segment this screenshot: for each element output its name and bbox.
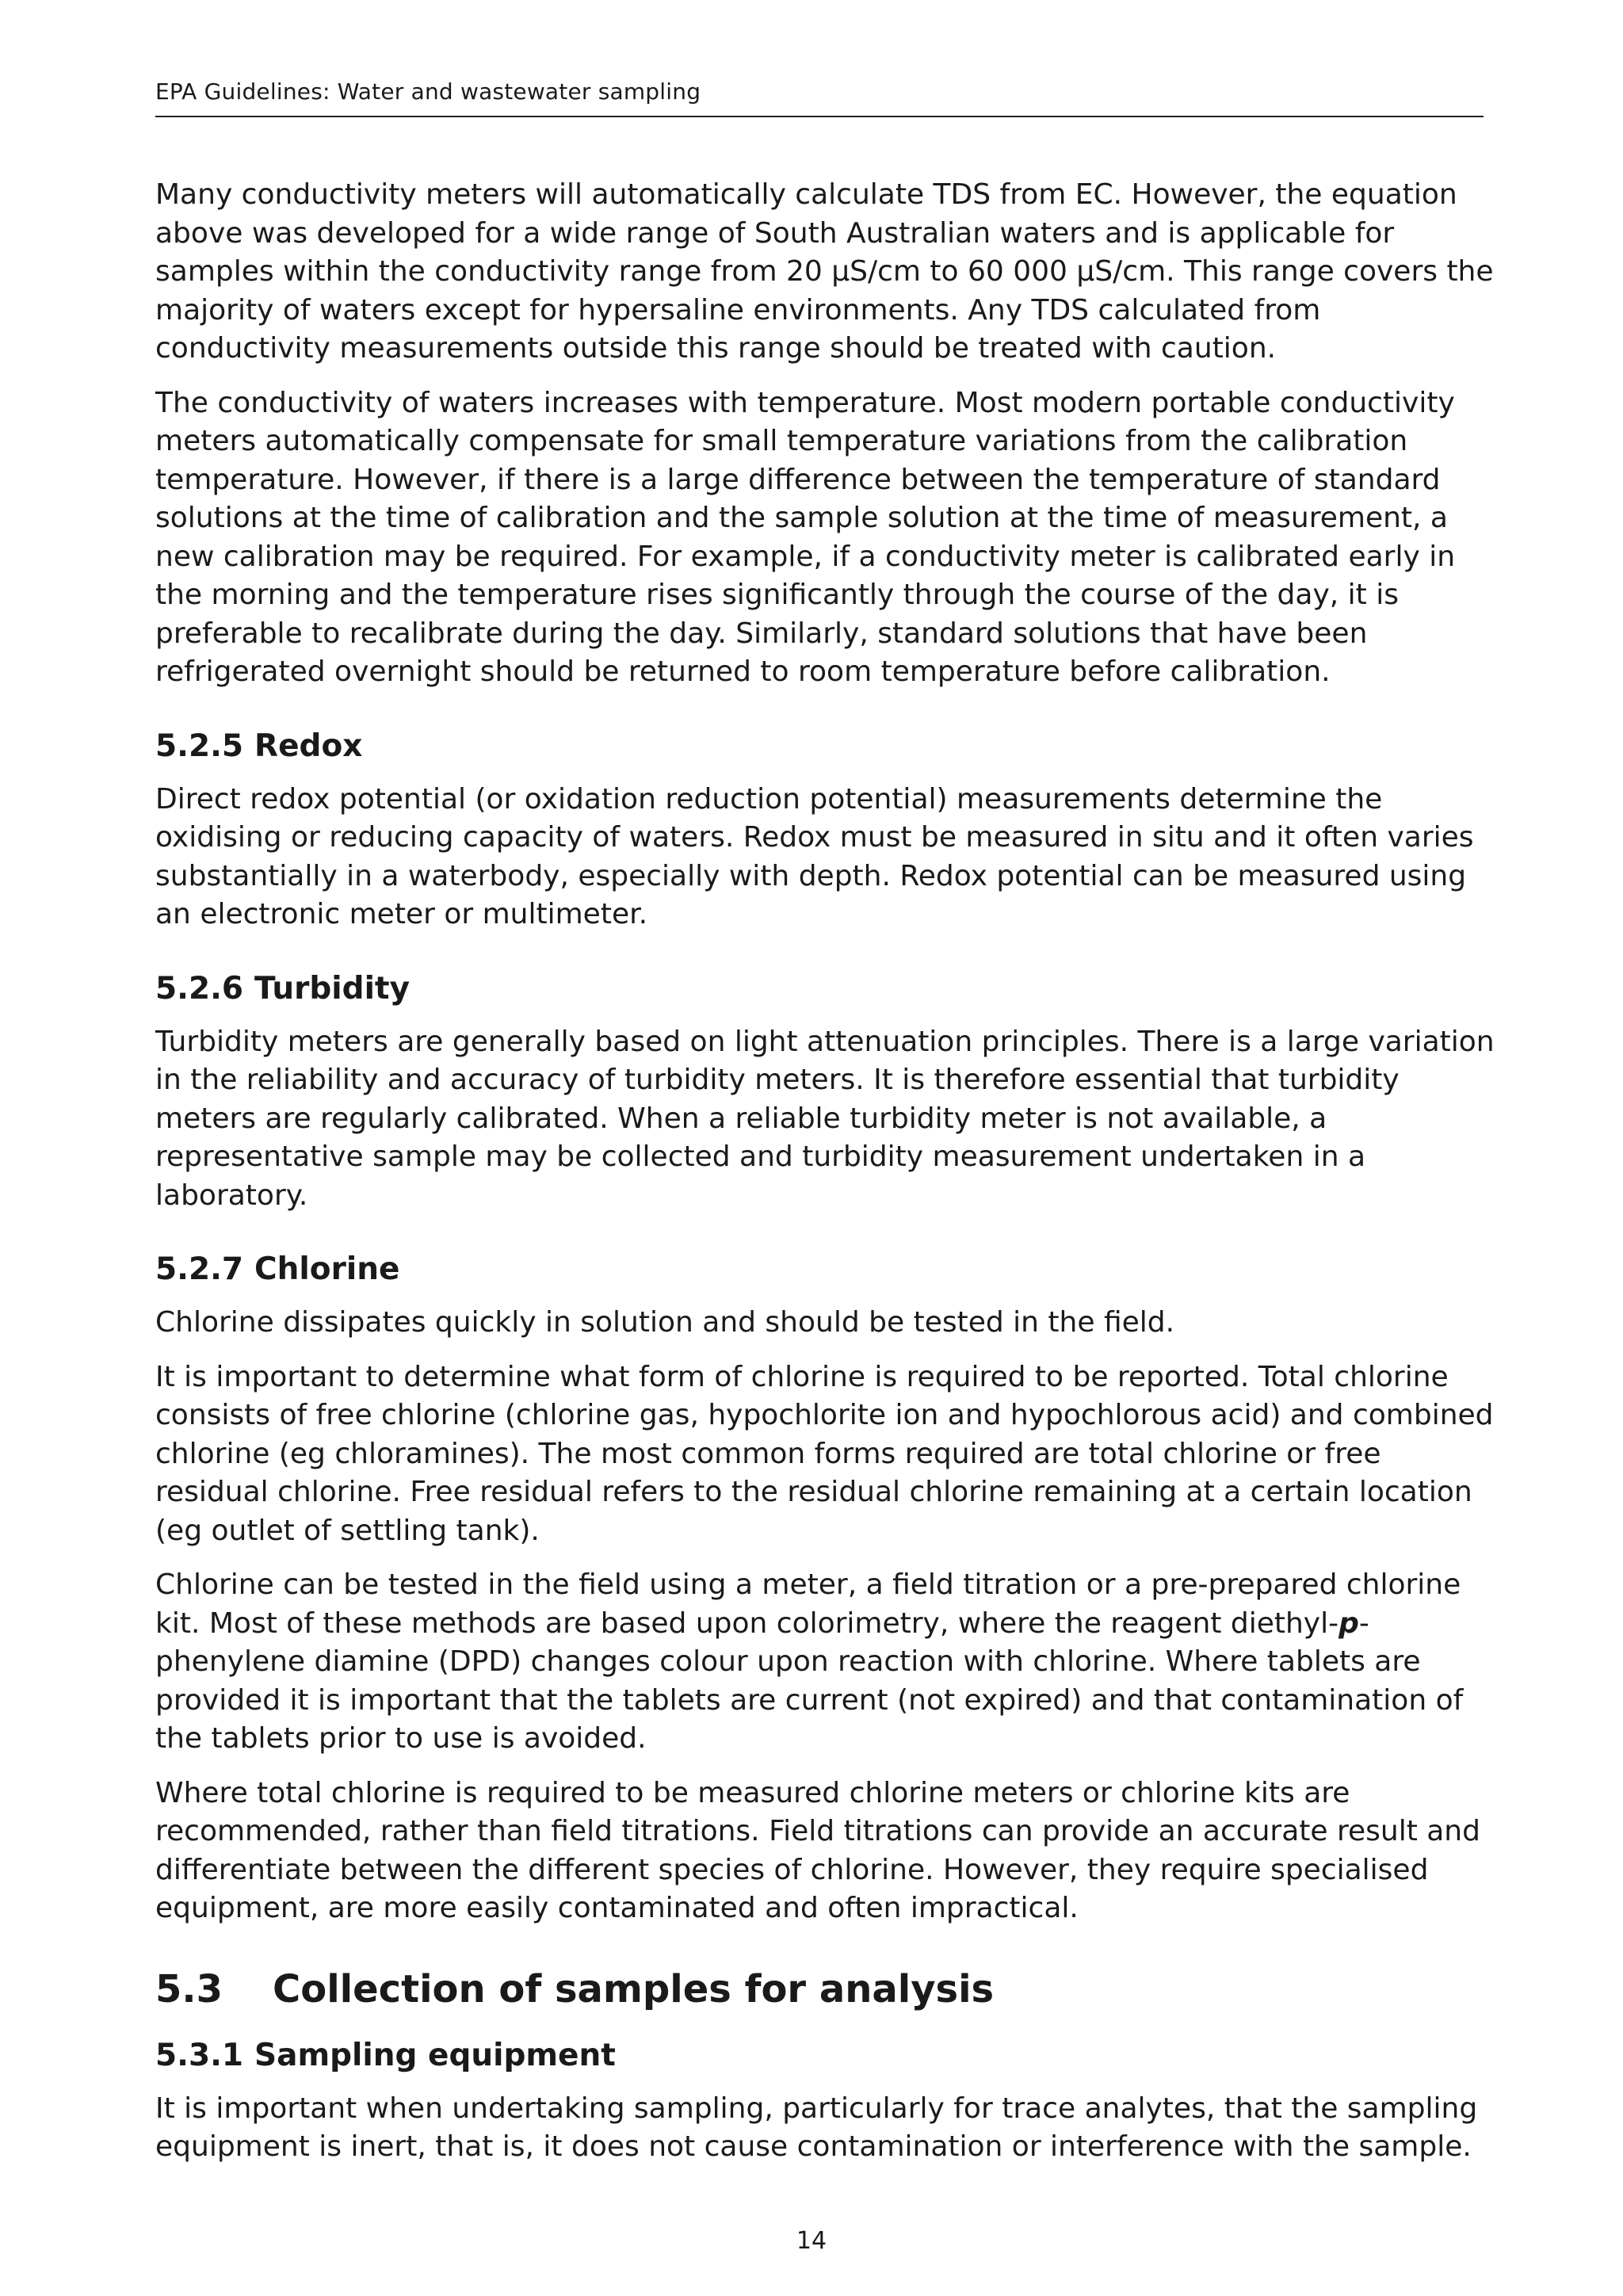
paragraph-tds-calculation: Many conductivity meters will automatically calculate TDS from EC. However, the equation above was developed for a wide range of South Australian waters and is applicable for samples within the conductivity range from 20 µS/cm to 60 000 µS/cm. This range covers the majority of waters except for hypersaline environments. Any TDS calculated from conductivity measurements outside this range should be treated with caution. <box>155 178 1494 365</box>
page-body <box>155 176 1495 2183</box>
paragraph-chlorine-dissipates: Chlorine dissipates quickly in solution and should be tested in the field. <box>155 1306 1175 1339</box>
section-title: Turbidity <box>254 970 410 1007</box>
section-number: 5.3.1 <box>155 2037 244 2073</box>
heading-redox <box>155 727 1495 766</box>
section-title: Collection of samples for analysis <box>273 1966 995 2011</box>
section-title: Sampling equipment <box>254 2037 616 2073</box>
paragraph-turbidity: Turbidity meters are generally based on light attenuation principles. There is a large variation in the reliability and accuracy of turbidity meters. It is therefore essential that turbidity meters are regularly calibrated. When a reliable turbidity meter is not available, a representative sample may be collected and turbidity measurement undertaken in a laboratory. <box>155 1025 1495 1212</box>
running-header <box>155 78 1484 117</box>
section-number: 5.2.5 <box>155 728 244 764</box>
text-run: Chlorine can be tested in the field using a meter, a field titration or a pre-prepared chlorine kit. Most of these methods are based upon colorimetry, where the reagent diethyl- <box>155 1568 1461 1640</box>
heading-turbidity <box>155 969 1495 1009</box>
section-title: Redox <box>254 728 363 764</box>
paragraph-chlorine-forms: It is important to determine what form of chlorine is required to be reported. Total chlorine consists of free chlorine (chlorine gas, hypochlorite ion and hypochlorous acid) and combined chlorine (eg chloramines). The most common forms required are total chlorine or free residual chlorine. Free residual refers to the residual chlorine remaining at a certain location (eg outlet of settling tank). <box>155 1360 1494 1547</box>
paragraph-chlorine-testing <box>155 1566 1495 1759</box>
paragraph-chlorine-meters: Where total chlorine is required to be measured chlorine meters or chlorine kits are recommended, rather than field titrations. Field titrations can provide an accurate result and differentiate between the different species of chlorine. However, they require specialised equipment, are more easily contaminated and often impractical. <box>155 1776 1480 1924</box>
heading-sampling-equipment <box>155 2036 1495 2076</box>
heading-collection-of-samples <box>155 1966 1495 2012</box>
section-number: 5.2.7 <box>155 1251 244 1287</box>
paragraph-sampling-equipment: It is important when undertaking sampling, particularly for trace analytes, that the sampling equipment is inert, that is, it does not cause contamination or interference with the sample. <box>155 2092 1478 2163</box>
page-number: 14 <box>796 2227 827 2255</box>
text-run: -phenylene diamine (DPD) changes colour upon reaction with chlorine. Where tablets are provided it is important that the tablets are current (not expired) and that contamination of the tablets prior to use is avoided. <box>155 1606 1464 1755</box>
paragraph-redox: Direct redox potential (or oxidation reduction potential) measurements determine the oxidising or reducing capacity of waters. Redox must be measured in situ and it often varies substantially in a waterbody, especially with depth. Redox potential can be measured using an electronic meter or multimeter. <box>155 782 1474 930</box>
emphasis-p: p <box>1338 1606 1359 1640</box>
section-number: 5.3 <box>155 1966 223 2011</box>
running-title: EPA Guidelines: Water and wastewater sampling <box>155 78 701 105</box>
page-footer <box>0 2225 1623 2257</box>
section-title: Chlorine <box>254 1251 400 1287</box>
section-number: 5.2.6 <box>155 970 244 1007</box>
heading-chlorine <box>155 1250 1495 1289</box>
paragraph-conductivity-temperature: The conductivity of waters increases with temperature. Most modern portable conductivity meters automatically compensate for small temperature variations from the calibration temperature. However, if there is a large difference between the temperature of standard solutions at the time of calibration and the sample solution at the time of measurement, a new calibration may be required. For example, if a conductivity meter is calibrated early in the morning and the temperature rises significantly through the course of the day, it is preferable to recalibrate during the day. Similarly, standard solutions that have been refrigerated overnight should be returned to room temperature before calibration. <box>155 386 1456 688</box>
